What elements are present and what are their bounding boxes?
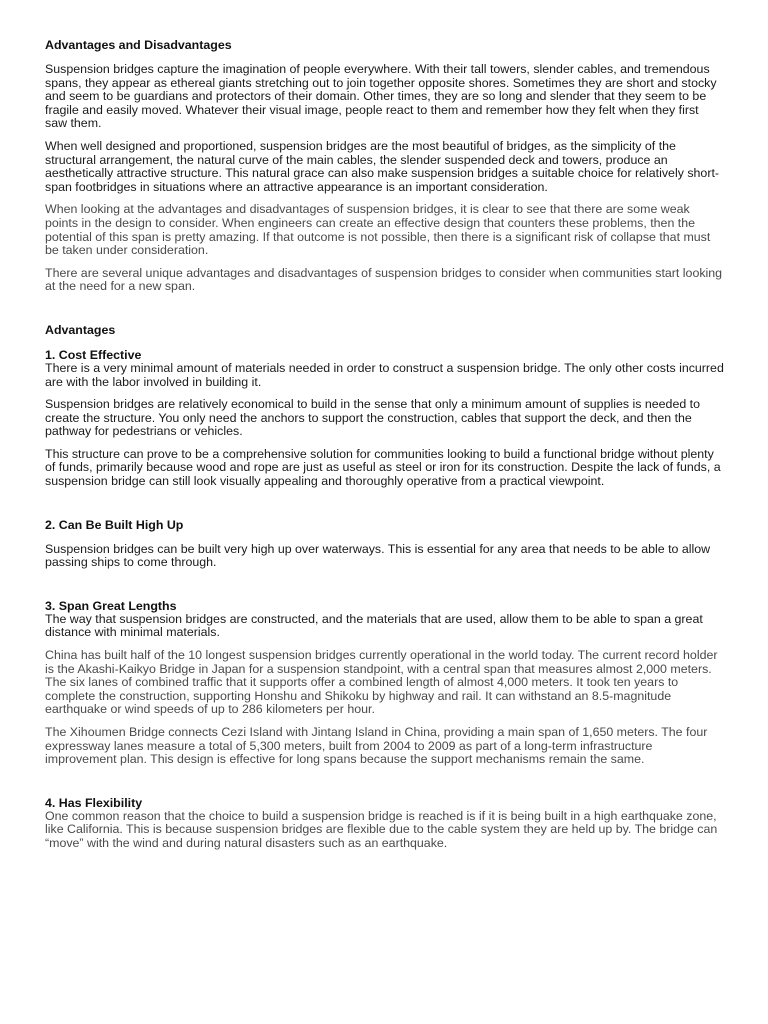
subheading: 1. Cost Effective <box>45 347 142 362</box>
section-heading: Advantages <box>45 322 116 337</box>
body-paragraph: One common reason that the choice to build a suspension bridge is reached is if it is being built in a high earthquake zone, like California. This is because suspension bridges are flexible due to the cable system they are held up by. The bridge can “move” with the wind and during natural disasters such as an earthquake. <box>45 808 718 850</box>
body-paragraph: China has built half of the 10 longest suspension bridges currently operational in the world today. The current record holder is the Akashi-Kaikyo Bridge in Japan for a suspension standpoint, with a central span that measures almost 2,000 meters. The six lanes of combined traffic that it supports offer a combined length of almost 4,000 meters. It took ten years to complete the construction, supporting Honshu and Shikoku by highway and rail. It can withstand an 8.5-magnitude earthquake or wind speeds of up to 286 kilometers per hour. <box>45 648 718 717</box>
subheading: 2. Can Be Built High Up <box>45 517 184 532</box>
intro-paragraph: There are several unique advantages and disadvantages of suspension bridges to consider when communities start looking at the need for a new span. <box>45 265 723 294</box>
body-paragraph: Suspension bridges can be built very high up over waterways. This is essential for any area that needs to be able to allow passing ships to come through. <box>45 541 711 570</box>
subheading: 3. Span Great Lengths <box>45 598 177 613</box>
intro-paragraph: Suspension bridges capture the imagination of people everywhere. With their tall towers, slender cables, and tremendous spans, they appear as ethereal giants stretching out to join together opposite shores. Sometimes they are short and stocky and seem to be guardians and protectors of their domain. Other times, they are so long and slender that they seem to be fragile and easily moved. Whatever their visual image, people react to them and remember how they felt when they first saw them. <box>45 62 717 131</box>
body-paragraph: This structure can prove to be a comprehensive solution for communities looking to build a functional bridge without plenty of funds, primarily because wood and rope are just as useful as steel or iron for its construction. Despite the lack of funds, a suspension bridge can still look visually appealing and thoroughly operative from a practical viewpoint. <box>45 446 721 489</box>
body-paragraph: There is a very minimal amount of materials needed in order to construct a suspension bridge. The only other costs incurred are with the labor involved in building it. <box>45 360 724 389</box>
body-paragraph: Suspension bridges are relatively economical to build in the sense that only a minimum amount of supplies is needed to create the structure. You only need the anchors to support the construction, cables that support the deck, and then the pathway for pedestrians or vehicles. <box>45 397 701 439</box>
body-paragraph: The Xihoumen Bridge connects Cezi Island with Jintang Island in China, providing a main span of 1,650 meters. The four expressway lanes measure a total of 5,300 meters, built from 2004 to 2009 as part of a long-term infrastructure improvement plan. This design is effective for long spans because the support mechanisms remain the same. <box>45 725 708 767</box>
body-paragraph: The way that suspension bridges are constructed, and the materials that are used, allow them to be able to span a great distance with minimal materials. <box>45 611 703 640</box>
intro-paragraph: When looking at the advantages and disadvantages of suspension bridges, it is clear to see that there are some weak points in the design to consider. When engineers can create an effective design that counters these problems, then the potential of this span is pretty amazing. If that outcome is not possible, then there is a significant risk of collapse that must be taken under consideration. <box>45 202 711 258</box>
section-heading: Advantages and Disadvantages <box>45 38 232 52</box>
intro-paragraph: When well designed and proportioned, suspension bridges are the most beautiful of bridges, as the simplicity of the structural arrangement, the natural curve of the main cables, the slender suspended deck and towers, produce an aesthetically attractive structure. This natural grace can also make suspension bridges a suitable choice for relatively short-span footbridges in situations where an attractive appearance is an important consideration. <box>45 138 720 194</box>
subheading: 4. Has Flexibility <box>45 795 143 810</box>
